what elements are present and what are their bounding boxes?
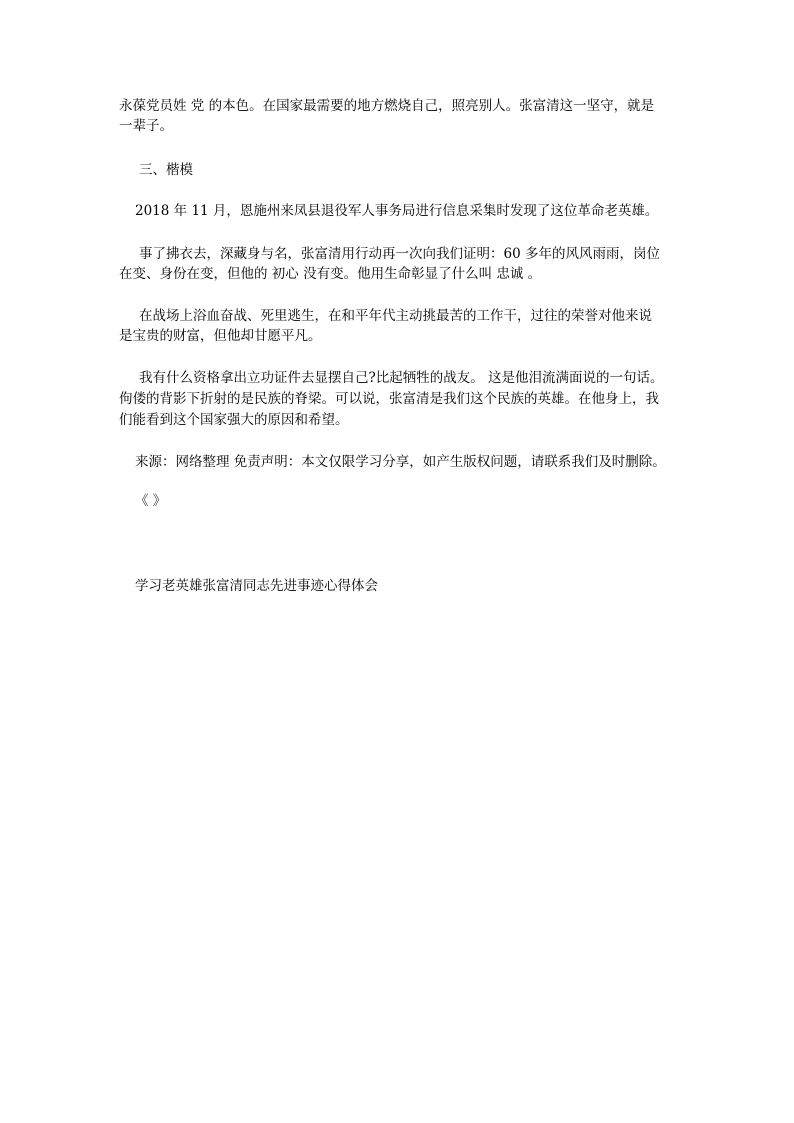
disclaimer-line: 来源：网络整理 免责声明：本文仅限学习分享，如产生版权问题，请联系我们及时删除。 xyxy=(135,454,666,470)
paragraph-5-line-1: 我有什么资格拿出立功证件去显摆自己?比起牺牲的战友。 这是他泪流满面说的一句话。 xyxy=(139,370,664,386)
paragraph-5-line-2: 佝偻的背影下折射的是民族的脊梁。可以说，张富清是我们这个民族的英雄。在他身上，我 xyxy=(119,391,659,407)
paragraph-3-line-1: 事了拂衣去，深藏身与名，张富清用行动再一次向我们证明：60 多年的风风雨雨，岗位 xyxy=(139,246,660,262)
section-heading: 三、楷模 xyxy=(139,162,193,178)
document-title-line: 学习老英雄张富清同志先进事迹心得体会 xyxy=(135,578,378,594)
paragraph-2-line-1: 2018 年 11 月，恩施州来凤县退役军人事务局进行信息采集时发现了这位革命老英雄。 xyxy=(135,203,659,219)
paragraph-5-line-3: 们能看到这个国家强大的原因和希望。 xyxy=(119,412,349,428)
paragraph-4-line-1: 在战场上浴血奋战、死里逃生，在和平年代主动挑最苦的工作干，过往的荣誉对他来说 xyxy=(139,308,652,324)
angle-quotes: 《 》 xyxy=(135,493,167,509)
paragraph-3-line-2: 在变、身份在变，但他的 初心 没有变。他用生命彰显了什么叫 忠诚 。 xyxy=(119,266,542,282)
paragraph-1-line-2: 一辈子。 xyxy=(119,118,173,134)
paragraph-4-line-2: 是宝贵的财富，但他却甘愿平凡。 xyxy=(119,328,322,344)
paragraph-1-line-1: 永葆党员姓 党 的本色。在国家最需要的地方燃烧自己，照亮别人。张富清这一坚守，就是 xyxy=(119,98,655,114)
